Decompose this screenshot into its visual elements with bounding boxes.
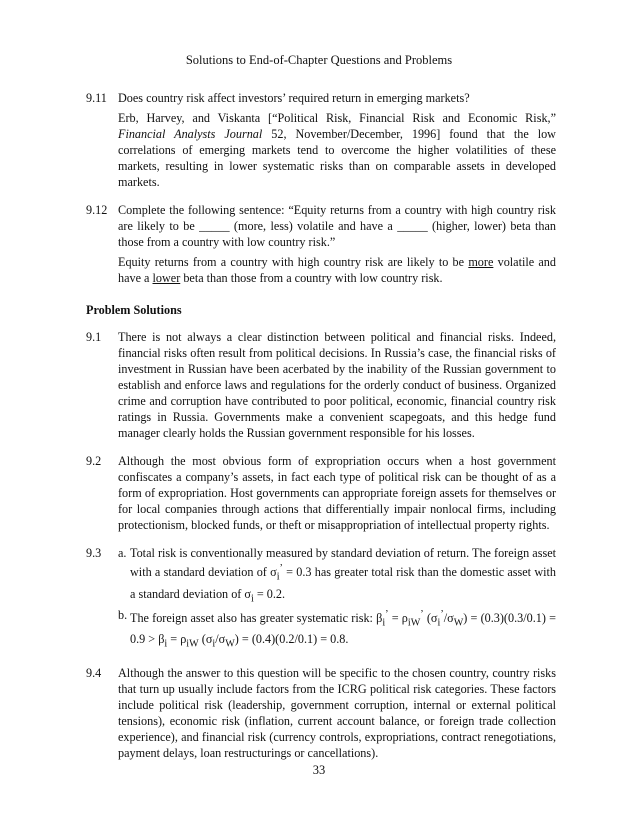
answer-text: Erb, Harvey, and Viskanta [“Political Risk, Financial Risk and Economic Risk,” Financial Analysts Journal 52, November/December, 1996] found that the low correlations of emerging markets tend to overcome the higher volatilities of these markets, resulting in lower systematic risks than on comparable assets in developed markets. <box>118 111 556 189</box>
part-text: Total risk is conventionally measured by standard deviation of return. The foreign asset with a standard deviation of $\sigma_i^’ = 0.3$ has greater total risk than the domestic asset with a standard deviation of $\sigma_i = 0.2$. <box>130 546 556 604</box>
problem-number: 9.1 <box>86 330 102 344</box>
problem-text: Although the most obvious form of expropriation occurs when a host government confiscates a company’s assets, in fact each type of political risk can be thought of as a form of expropriation. Host governments can appropriate foreign assets for themselves or for local companies through actions that differentially impair nonlocal firms, including protectionism, blocked funds, or theft or misappropriation of intellectual property rights. <box>118 454 556 532</box>
problem-body <box>118 665 556 761</box>
problem-number: 9.3 <box>86 546 102 560</box>
part-label: b. <box>118 607 128 622</box>
part-b <box>118 607 556 653</box>
problem-number: 9.4 <box>86 665 102 680</box>
problem-text: There is not always a clear distinction between political and financial risks. Indeed, financial risks often result from political decisions. In Russia’s case, the financial risks of investment in Russian have been acerbated by the inability of the Russian government to establish and enforce laws and regulations for the orderly conduct of business. Organized crime and corruption have contributed to poor political, economic, financial country risk ratings in Russia. Governments make a convenient scapegoats, and this hedge fund manager clearly holds the Russian government responsible for his losses. <box>118 330 556 440</box>
problem-9-3 <box>86 545 556 653</box>
underlined-answer-lower: lower <box>152 271 181 285</box>
problem-9-1 <box>86 329 556 441</box>
question-9-12 <box>86 202 556 286</box>
answer-text: Equity returns from a country with high country risk are likely to be more volatile and have a lower beta than those from a country with low country risk. <box>118 255 556 285</box>
problem-body <box>118 453 556 533</box>
underlined-answer-more: more <box>468 255 494 269</box>
question-9-11 <box>86 90 556 190</box>
page-number: 33 <box>312 763 326 777</box>
page-header: Solutions to End-of-Chapter Questions and Problems <box>185 53 453 67</box>
question-text: Complete the following sentence: “Equity returns from a country with high country risk are likely to be _____ (more, less) volatile and have a _____ (higher, lower) beta than those from a country with low country risk.” <box>118 203 556 249</box>
problem-text: Although the answer to this question will be specific to the chosen country, country risks that turn up usually include factors from the ICRG political risk categories. These factors include political risk (leadership, government corruption, internal or external political tensions), economic risk (inflation, current account balance, or foreign trade collection experience), and financial risk (currency controls, expropriations, contract renegotiations, payment delays, loan restructurings or cancellations). <box>118 665 556 760</box>
problem-body <box>118 545 556 653</box>
section-title: Problem Solutions <box>86 303 182 317</box>
problem-body <box>118 329 556 441</box>
question-number: 9.12 <box>86 203 108 217</box>
part-label: a. <box>118 546 127 560</box>
page-content <box>86 90 556 773</box>
question-text: Does country risk affect investors’ required return in emerging markets? <box>118 91 470 105</box>
problem-9-4 <box>86 665 556 761</box>
problem-9-2 <box>86 453 556 533</box>
part-a <box>118 545 556 607</box>
part-text: The foreign asset also has greater systematic risk: $\beta_i^’ = \rho_{iW}^’$ $(\sigma_i^’/\sigma_W) = (0.3)(0.3/0.1) = 0.9 > \beta_i = \rho_{iW}$ $(\sigma_i/\sigma_W) = (0.4)(0.2/0.1) = 0.8$. <box>130 608 556 650</box>
question-body <box>118 202 556 286</box>
question-body <box>118 90 556 190</box>
journal-title: Financial Analysts Journal <box>118 127 263 141</box>
question-number: 9.11 <box>86 91 107 105</box>
problem-number: 9.2 <box>86 454 102 468</box>
